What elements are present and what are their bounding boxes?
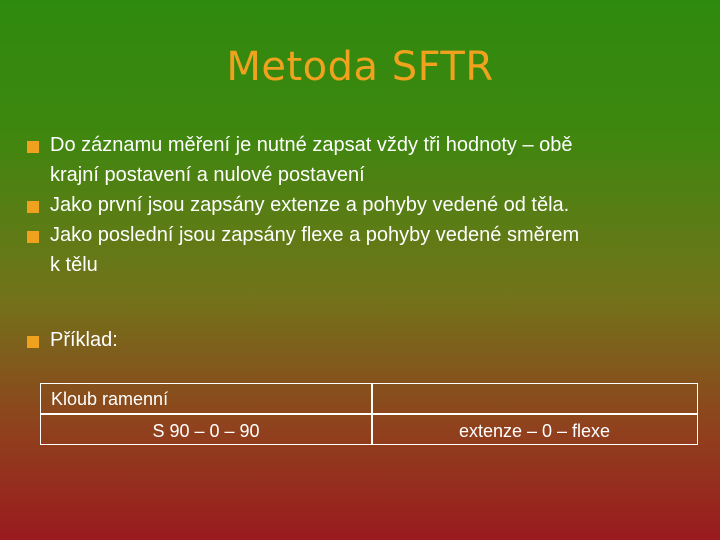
bullet-marker-icon xyxy=(27,231,39,243)
slide-title: Metoda SFTR xyxy=(226,44,494,90)
bullet-item xyxy=(50,130,700,190)
bullet-item xyxy=(50,325,700,355)
bullet-item xyxy=(50,220,700,280)
bullet-marker-icon xyxy=(27,336,39,348)
bullet-marker-icon xyxy=(27,201,39,213)
bullet-line: krajní postavení a nulové postavení xyxy=(50,164,365,186)
table-header-left: Kloub ramenní xyxy=(51,389,169,409)
table-value-left: S 90 – 0 – 90 xyxy=(152,421,260,441)
bullet-line: k tělu xyxy=(50,254,98,276)
bullet-marker-icon xyxy=(27,141,39,153)
bullet-line: Jako poslední jsou zapsány flexe a pohyby vedené směrem xyxy=(50,224,580,246)
bullet-line: Příklad: xyxy=(50,329,118,351)
bullet-line: Do záznamu měření je nutné zapsat vždy tři hodnoty – obě xyxy=(50,134,573,156)
bullet-item xyxy=(50,190,700,220)
bullet-line: Jako první jsou zapsány extenze a pohyby vedené od těla. xyxy=(50,194,570,216)
table-value-right: extenze – 0 – flexe xyxy=(458,421,611,441)
example-table xyxy=(40,383,698,445)
table-divider xyxy=(41,413,697,415)
